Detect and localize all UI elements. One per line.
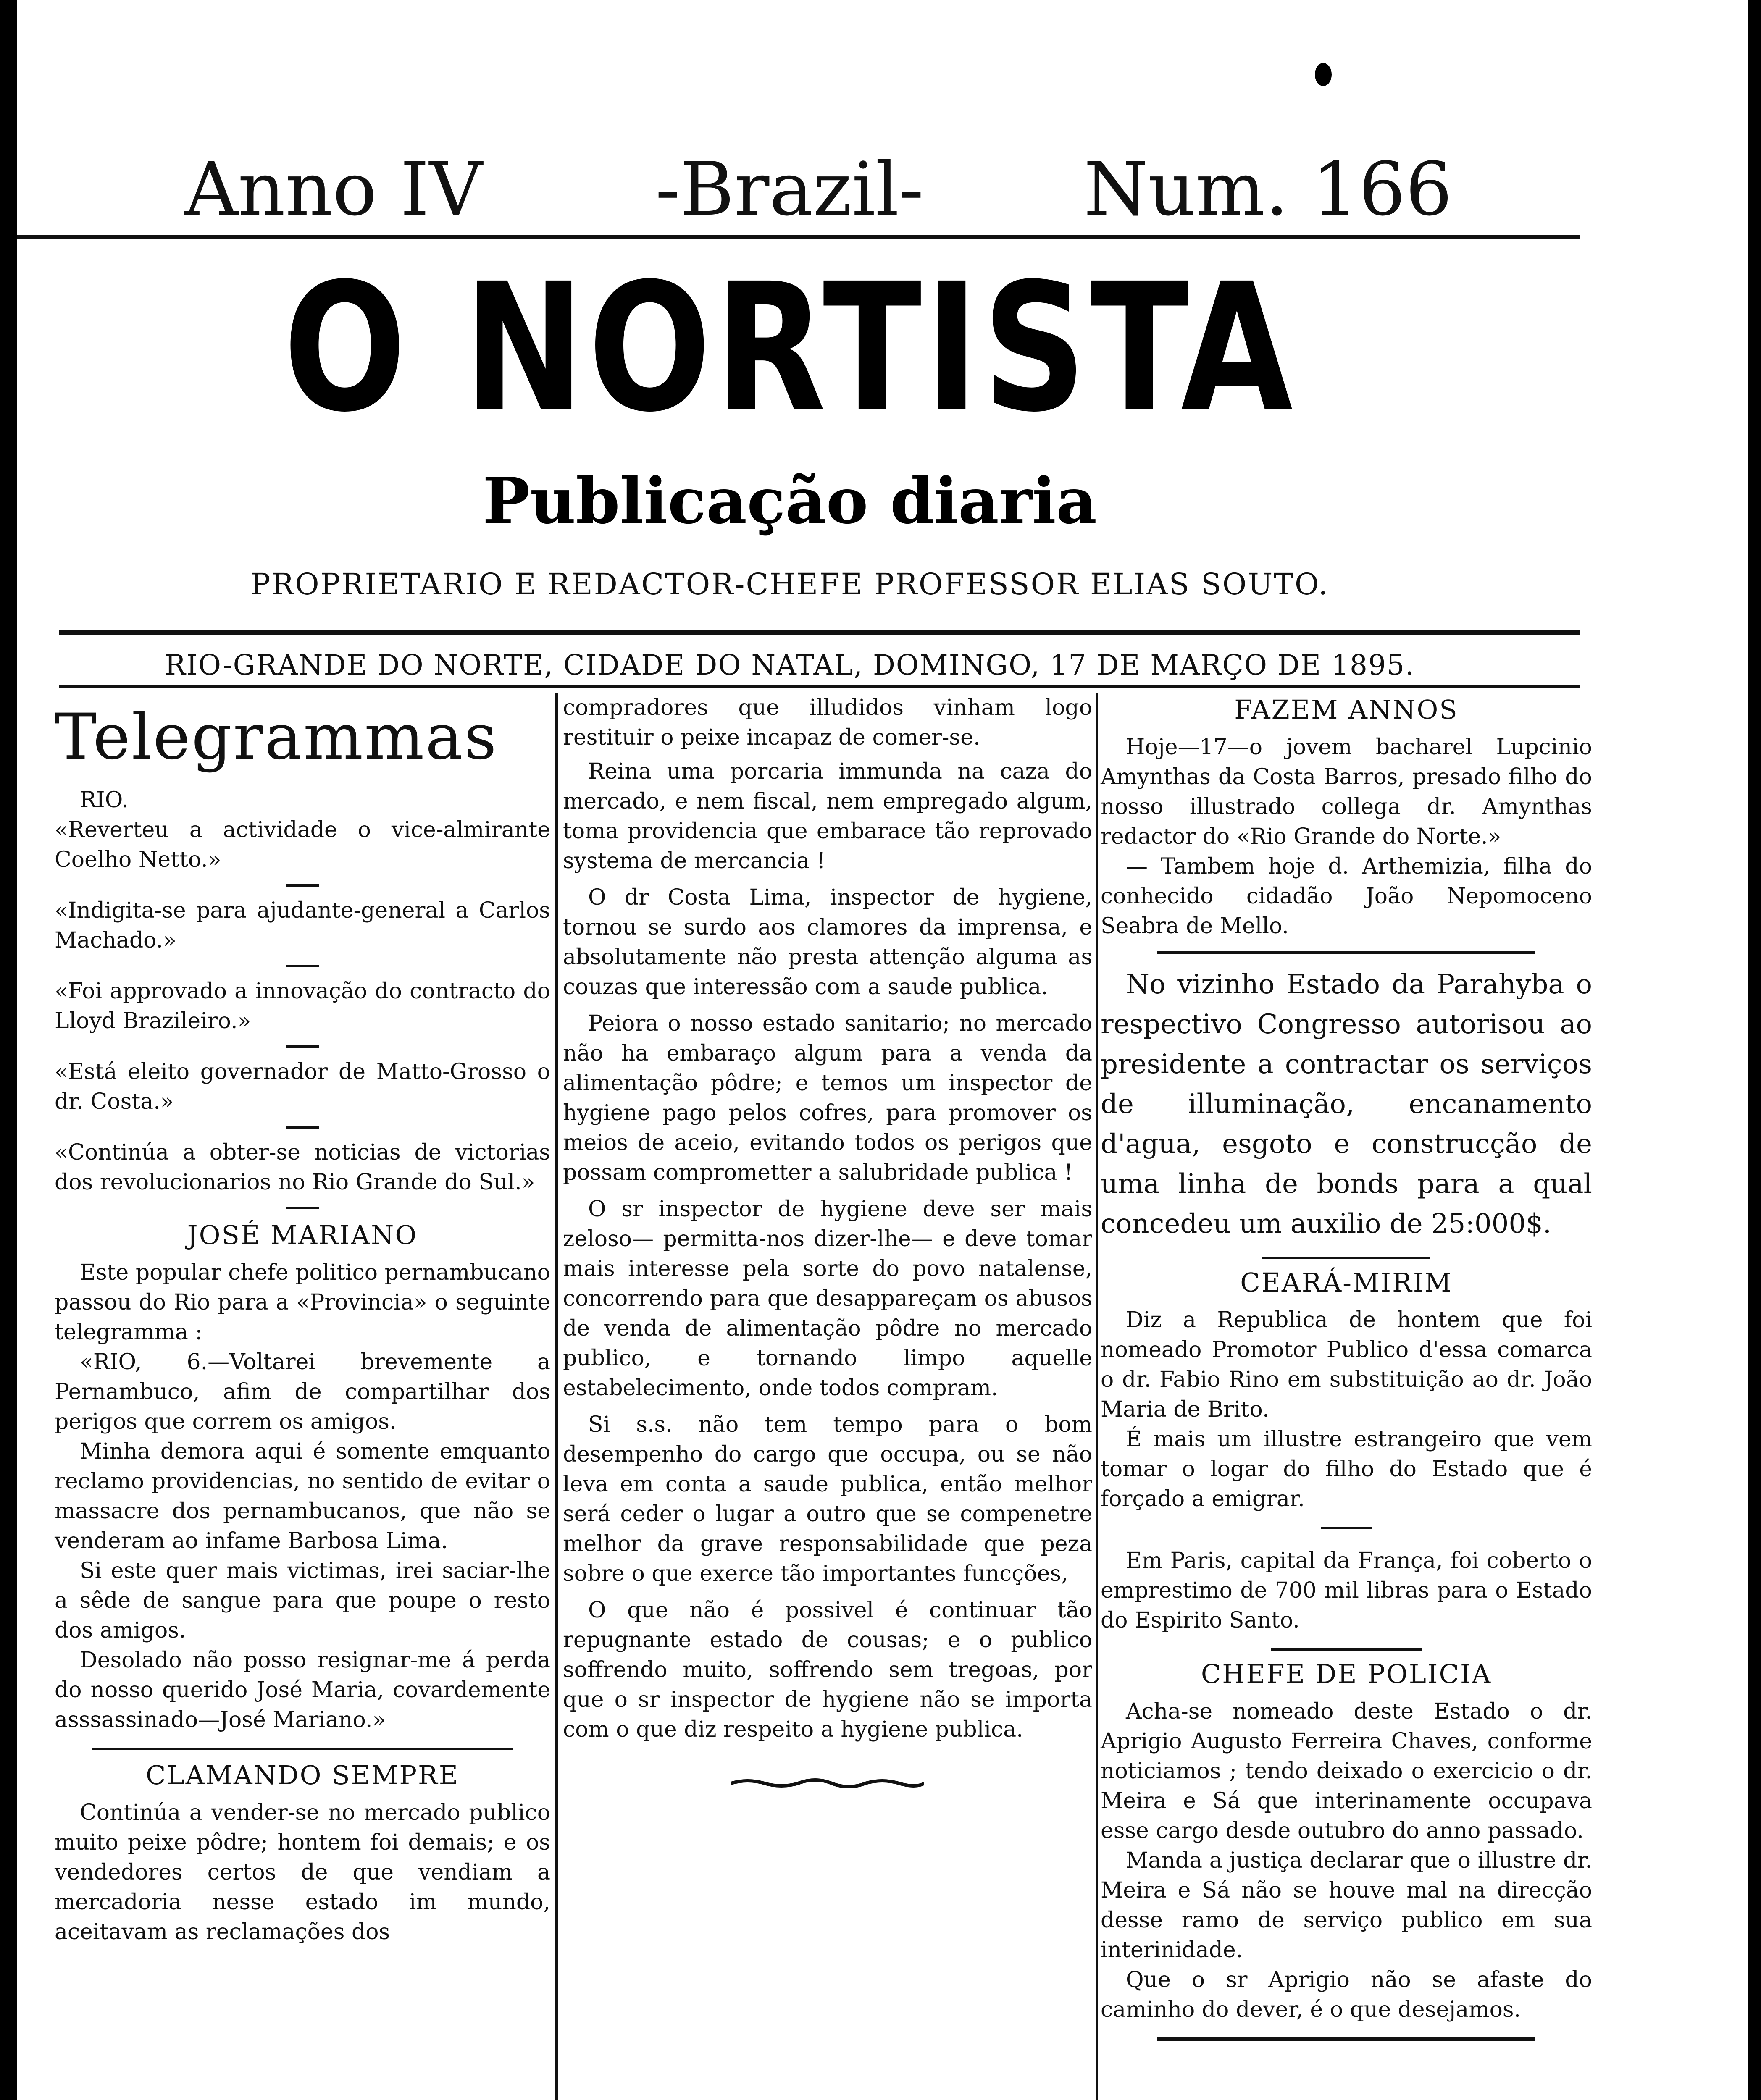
dateline-bottom-rule: [59, 685, 1580, 688]
fazem-annos-heading: FAZEM ANNOS: [1234, 694, 1459, 725]
hygiene-p2: Reina uma porcaria immunda na caza do mercado, e nem fiscal, nem empregado algum, toma providencia que embarace tão reprovado systema de mercancia !: [563, 759, 1092, 874]
separator: [286, 1126, 319, 1129]
hygiene-p1: compradores que illudidos vinham logo restituir o peixe incapaz de comer-se.: [563, 695, 1092, 750]
telegram-4: «Está eleito governador de Matto-Grosso o dr. Costa.»: [55, 1059, 550, 1114]
fazem-annos-p2: — Tambem hoje d. Arthemizia, filha do conhecido cidadão João Nepomoceno Seabra de Mello.: [1101, 854, 1592, 939]
ceara-mirim-p1: Diz a Republica de hontem que foi nomeado Promotor Publico d'essa comarca o dr. Fabio Rino em substituição ao dr. João Maria de Brito.: [1101, 1307, 1592, 1422]
telegram-1: «Reverteu a actividade o vice-almirante Coelho Netto.»: [55, 817, 550, 872]
telegram-3: «Foi approvado a innovação do contracto do Lloyd Brazileiro.»: [55, 979, 550, 1034]
masthead-subtitle: Publicação diaria: [482, 464, 1097, 538]
jose-mariano-p1: Este popular chefe politico pernambucano passou do Rio para a «Provincia» o seguinte telegramma :: [55, 1260, 550, 1345]
masthead-title: O NORTISTA: [283, 246, 1296, 451]
separator: [286, 1207, 319, 1209]
masthead-number: Num. 166: [1084, 147, 1453, 232]
jose-mariano-p2: «RIO, 6.—Voltarei brevemente a Pernambuco, afim de compartilhar dos perigos que correm os amigos.: [55, 1349, 550, 1434]
telegram-2: «Indigita-se para ajudante-general a Carlos Machado.»: [55, 898, 550, 953]
clamando-sempre-heading: CLAMANDO SEMPRE: [145, 1760, 459, 1790]
separator: [286, 1045, 319, 1048]
telegram-city: RIO.: [80, 788, 129, 813]
ceara-mirim-heading: CEARÁ-MIRIM: [1240, 1267, 1453, 1298]
chefe-de-policia-p2: Manda a justiça declarar que o illustre dr. Meira e Sá não se houve mal na direcção desse ramo de serviço publico em sua interinidade.: [1101, 1848, 1592, 1963]
end-ornament: [731, 1774, 924, 1791]
jose-mariano-heading: JOSÉ MARIANO: [187, 1220, 418, 1250]
masthead-top-rule: [17, 235, 1580, 239]
hygiene-p7: O que não é possivel é continuar tão repugnante estado de cousas; e o publico soffrendo muito, soffrendo sem tregoas, por que o sr inspector de hygiene não se importa com o que diz respeito a hygiene publica.: [563, 1598, 1092, 1742]
chefe-de-policia-heading: CHEFE DE POLICIA: [1201, 1659, 1492, 1689]
dateline: RIO-GRANDE DO NORTE, CIDADE DO NATAL, DOMINGO, 17 DE MARÇO DE 1895.: [165, 649, 1415, 681]
masthead-proprietor: PROPRIETARIO E REDACTOR-CHEFE PROFESSOR ELIAS SOUTO.: [250, 567, 1329, 601]
hygiene-p3: O dr Costa Lima, inspector de hygiene, tornou se surdo aos clamores da imprensa, e absolutamente não presta attenção alguma as couzas que interessão com a saude publica.: [563, 885, 1092, 1000]
telegram-5: «Continúa a obter-se noticias de victorias dos revolucionarios no Rio Grande do Sul.»: [55, 1140, 550, 1195]
ink-spot: [1315, 63, 1332, 86]
chefe-de-policia-p1: Acha-se nomeado deste Estado o dr. Aprigio Augusto Ferreira Chaves, conforme noticiamos ; tendo deixado o exercicio o dr. Meira e Sá que interinamente occupava esse cargo desde outubro do anno passado.: [1101, 1699, 1592, 1843]
hygiene-p5: O sr inspector de hygiene deve ser mais zeloso— permitta-nos dizer-lhe— e deve tomar mais interesse pela sorte do povo natalense, concorrendo para que desappareçam os abusos de venda de alimentação pôdre no mercado publico, e tornando limpo aquelle estabelecimento, onde todos compram.: [563, 1197, 1092, 1401]
jose-mariano-p4: Si este quer mais victimas, irei saciar-lhe a sêde de sangue para que poupe o resto dos amigos.: [55, 1558, 550, 1643]
parahyba-notice: No vizinho Estado da Parahyba o respectivo Congresso autorisou ao presidente a contractar os serviços de illuminação, encanamento d'agua, esgoto e construcção de uma linha de bonds para a qual concedeu um auxilio de 25:000$.: [1101, 969, 1592, 1239]
section-rule: [92, 1748, 513, 1750]
hygiene-p6: Si s.s. não tem tempo para o bom desempenho do cargo que occupa, ou se não leva em conta a saude publica, então melhor será ceder o lugar a outro que se compenetre melhor da grave responsabilidade que peza sobre o que exerce tão importantes funcções,: [563, 1412, 1092, 1586]
fazem-annos-p1: Hoje—17—o jovem bacharel Lupcinio Amynthas da Costa Barros, presado filho do nosso illustrado collega dr. Amynthas redactor do «Rio Grande do Norte.»: [1101, 735, 1592, 849]
jose-mariano-p5: Desolado não posso resignar-me á perda do nosso querido José Maria, covardemente asssassinado—José Mariano.»: [55, 1648, 550, 1732]
column-2: [563, 693, 1092, 1791]
hygiene-p4: Peiora o nosso estado sanitario; no mercado não ha embaraço algum para a venda da alimentação pôdre; e temos um inspector de hygiene pago pelos cofres, para promover os meios de aceio, evitando todos os perigos que possam comprometter a salubridade publica !: [563, 1011, 1092, 1185]
section-rule: [1157, 2037, 1535, 2041]
clamando-sempre-p1: Continúa a vender-se no mercado publico muito peixe pôdre; hontem foi demais; e os vendedores certos de que vendiam a mercadoria nesse estado im mundo, aceitavam as reclamações dos: [55, 1800, 550, 1945]
section-rule: [1271, 1648, 1422, 1651]
column-1: [55, 693, 550, 1947]
dateline-top-rule: [59, 630, 1580, 635]
masthead-anno: Anno IV: [185, 147, 483, 232]
column-divider-2: [1096, 693, 1098, 2100]
separator: [286, 965, 319, 967]
separator: [286, 884, 319, 887]
paris-notice: Em Paris, capital da França, foi coberto o emprestimo de 700 mil libras para o Estado do Espirito Santo.: [1101, 1548, 1592, 1633]
section-rule: [1157, 951, 1535, 954]
column-divider-1: [555, 693, 558, 2100]
newspaper-page: [17, 0, 1748, 2100]
masthead-country: -Brazil-: [655, 147, 924, 232]
separator: [1321, 1527, 1372, 1529]
section-rule: [1262, 1257, 1430, 1259]
chefe-de-policia-p3: Que o sr Aprigio não se afaste do caminho do dever, é o que desejamos.: [1101, 1967, 1592, 2022]
telegrammas-heading: Telegrammas: [55, 701, 498, 774]
column-3: [1101, 693, 1592, 2041]
jose-mariano-p3: Minha demora aqui é somente emquanto reclamo providencias, no sentido de evitar o massacre dos pernambucanos, que não se venderam ao infame Barbosa Lima.: [55, 1439, 550, 1554]
ceara-mirim-p2: É mais um illustre estrangeiro que vem tomar o logar do filho do Estado que é forçado a emigrar.: [1101, 1427, 1592, 1512]
